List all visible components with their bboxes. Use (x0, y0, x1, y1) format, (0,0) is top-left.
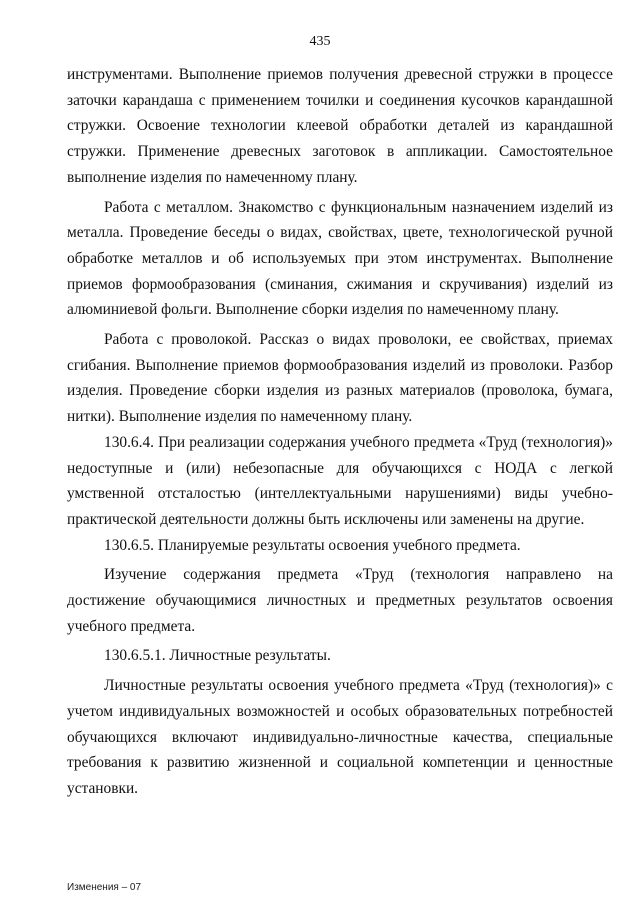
paragraph-personal-results: Личностные результаты освоения учебного предмета «Труд (технология)» с учетом индивидуальных возможностей и особых образовательных потребностей обучающихся включают индивидуально-личностные качества, специальные требования к развитию жизненной и социальной компетенции и ценностные установки. (67, 677, 613, 797)
paragraph-wire-work: Работа с проволокой. Рассказ о видах проволоки, ее свойствах, приемах сгибания. Выполнение приемов формообразования изделий из проволоки. Разбор изделия. Проведение сборки изделия из разных материалов (проволока, бумага, нитки). Выполнение изделия по намеченному плану. (67, 331, 613, 426)
paragraph-metal-work: Работа с металлом. Знакомство с функциональным назначением изделий из металла. Проведение беседы о видах, свойствах, цвете, технологической ручной обработке металлов и об используемых при этом инструментах. Выполнение приемов формообразования (сминания, сжимания и скручивания) изделий из алюминиевой фольги. Выполнение сборки изделия по намеченному плану. (67, 198, 613, 319)
paragraph-continuation: инструментами. Выполнение приемов получения древесной стружки в процессе заточки карандаша с применением точилки и соединения кусочков карандашной стружки. Освоение технологии клеевой обработки деталей из карандашной стружки. Применение древесных заготовок в аппликации. Самостоятельное выполнение изделия по намеченному плану. (67, 66, 613, 186)
paragraph-130-6-4: 130.6.4. При реализации содержания учебного предмета «Труд (технология)» недоступные и (или) небезопасные для обучающихся с НОДА с легкой умственной отсталостью (интеллектуальными нарушениями) виды учебно-практической деятельности должны быть исключены или заменены на другие. (67, 433, 613, 528)
paragraph-130-6-5: 130.6.5. Планируемые результаты освоения учебного предмета. (104, 536, 521, 554)
document-body (67, 62, 613, 802)
footer-note: Изменения – 07 (67, 882, 142, 893)
paragraph-130-6-5-1: 130.6.5.1. Личностные результаты. (104, 647, 331, 665)
page-number: 435 (309, 34, 331, 49)
paragraph-study-content: Изучение содержания предмета «Труд (технология направлено на достижение обучающимися личностных и предметных результатов освоения учебного предмета. (67, 566, 613, 635)
